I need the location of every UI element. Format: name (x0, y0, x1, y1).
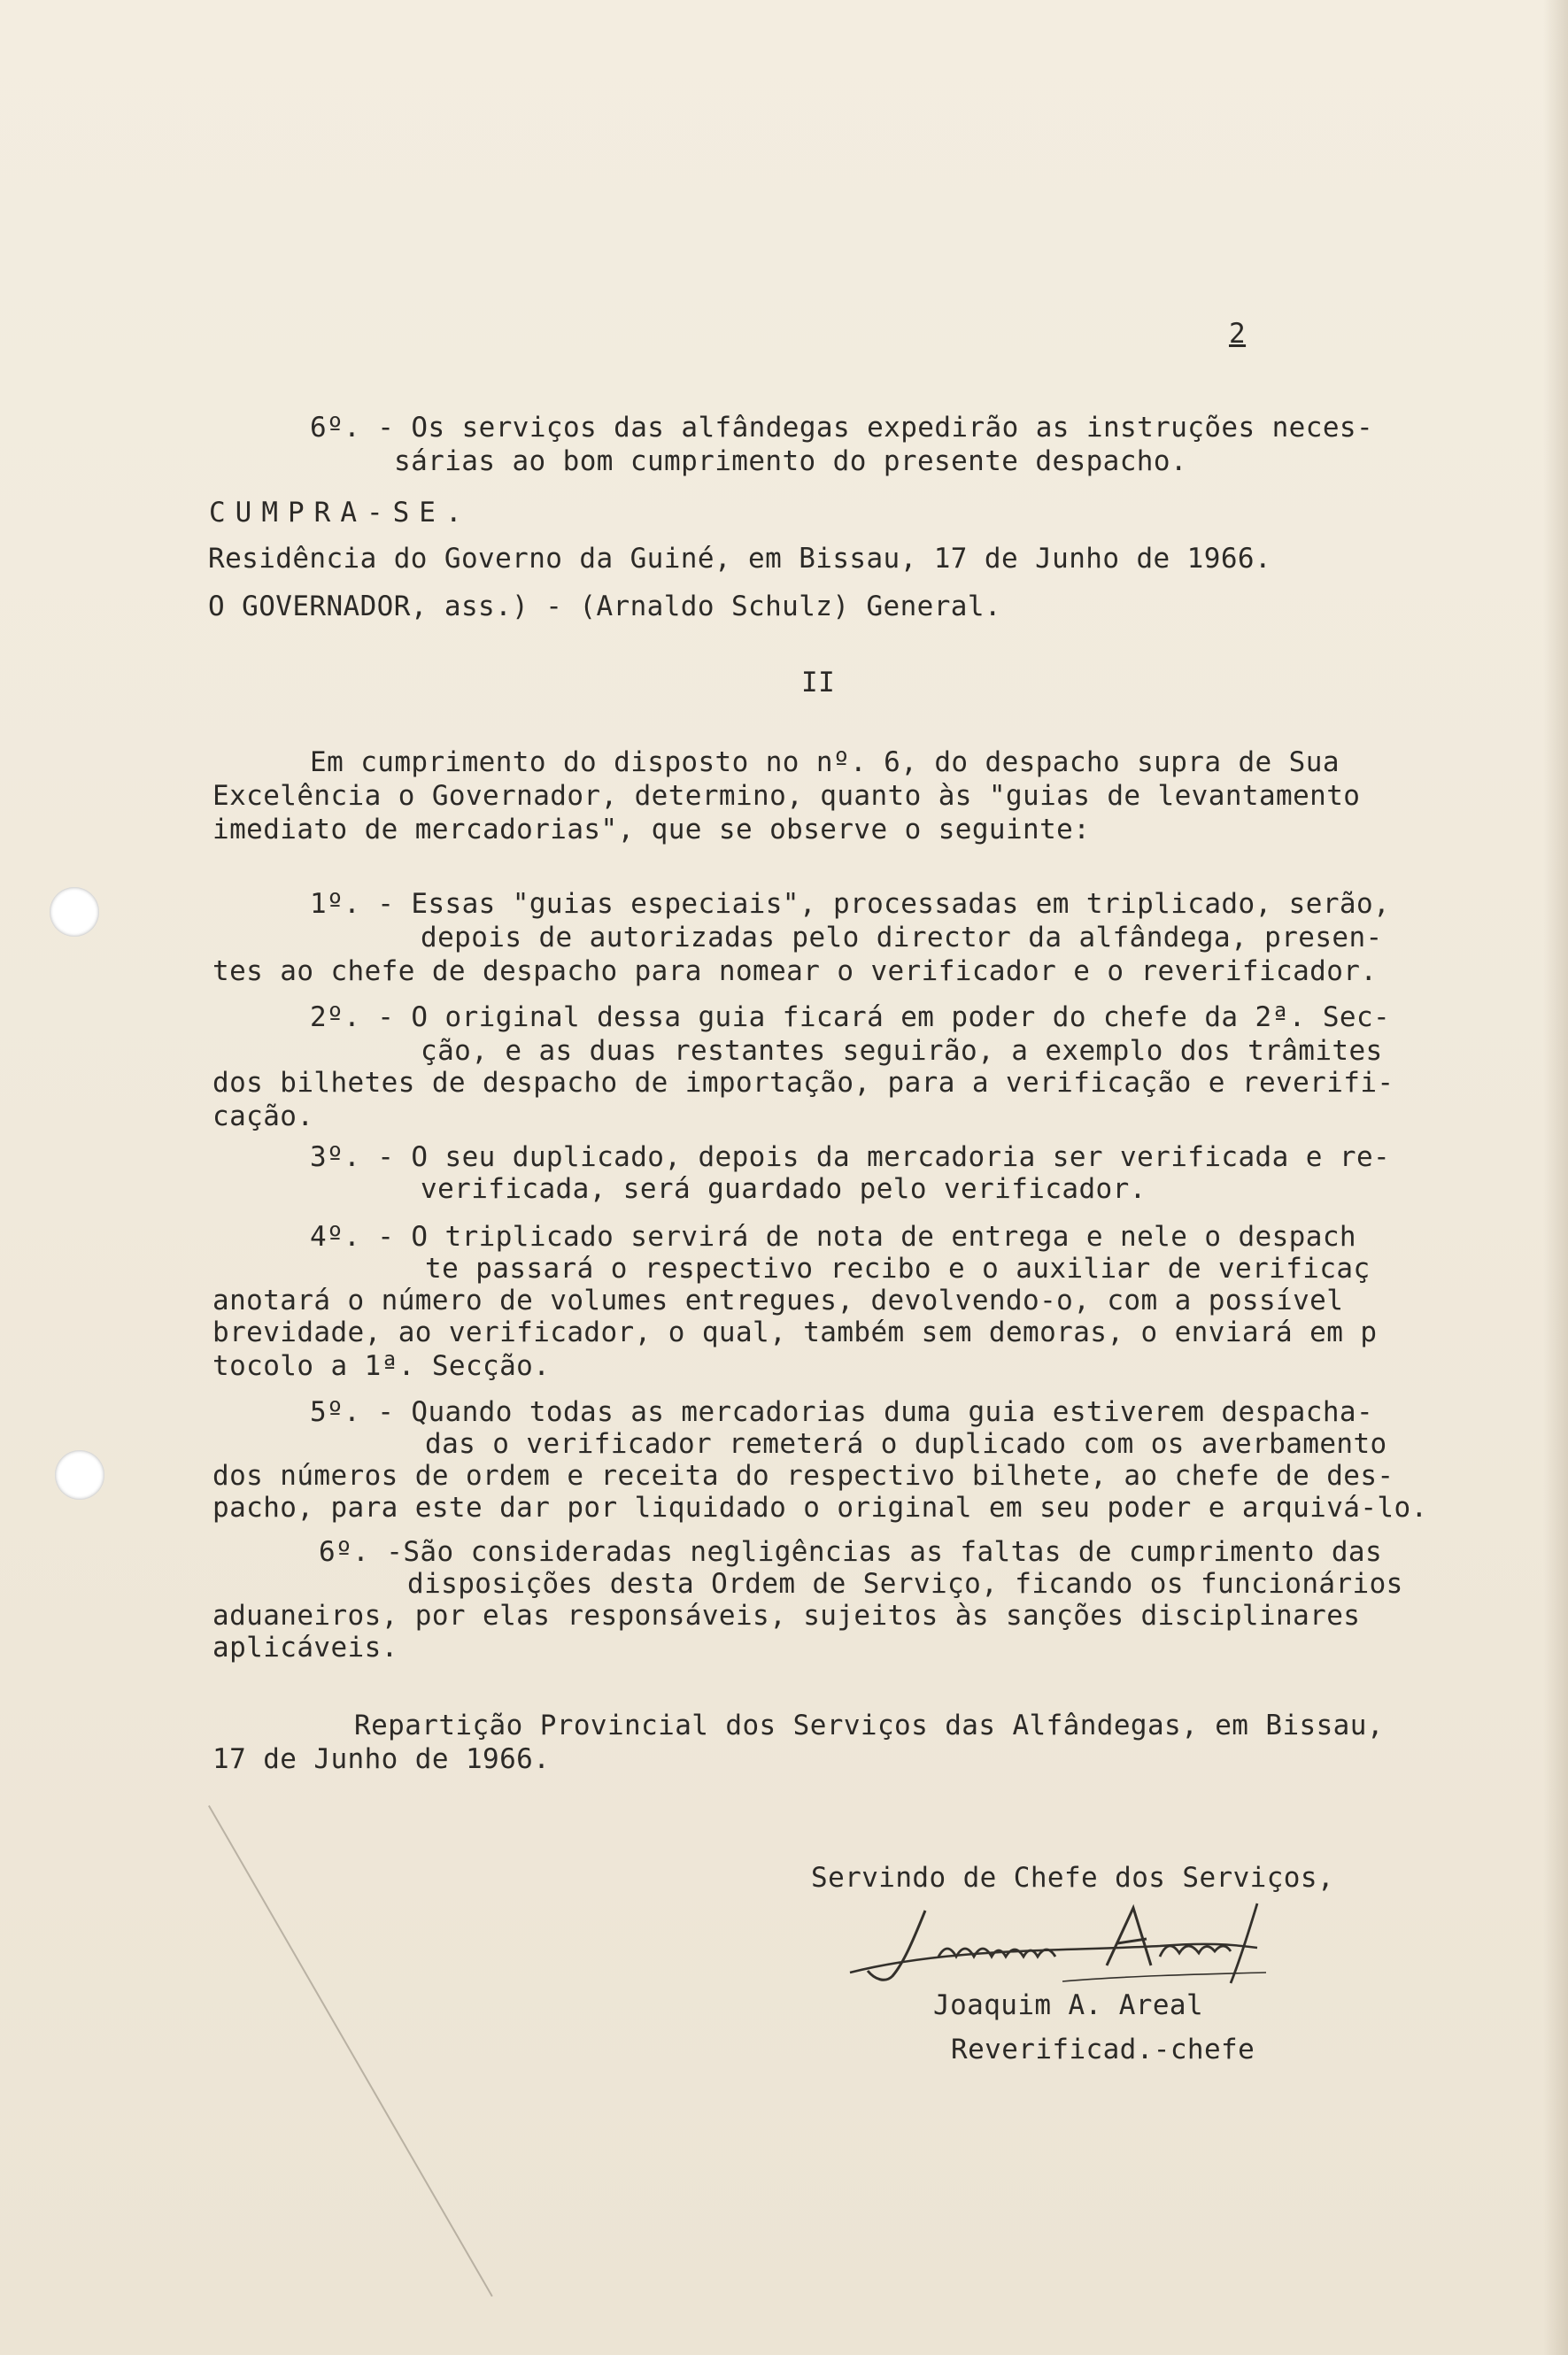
item5-line3: dos números de ordem e receita do respectivo bilhete, ao chefe de des- (212, 1460, 1394, 1492)
paper-edge-shadow (1543, 0, 1568, 2355)
cumpra-se: CUMPRA-SE. (209, 497, 472, 529)
item4-line2: te passará o respectivo recibo e o auxiliar de verificaç (425, 1253, 1371, 1285)
closing-line1: Repartição Provincial dos Serviços das Alfândegas, em Bissau, (354, 1710, 1384, 1741)
item6-line1: 6º. - Os serviços das alfândegas expedirão as instruções neces- (310, 412, 1374, 444)
intro-line1: Em cumprimento do disposto no nº. 6, do despacho supra de Sua (310, 746, 1340, 778)
intro-line3: imediato de mercadorias", que se observe o seguinte: (212, 814, 1091, 845)
item5-line4: pacho, para este dar por liquidado o original em seu poder e arquivá-lo. (212, 1492, 1428, 1524)
serving-line: Servindo de Chefe dos Serviços, (811, 1862, 1334, 1894)
closing-line2: 17 de Junho de 1966. (212, 1743, 551, 1775)
item6-line2: sárias ao bom cumprimento do presente despacho. (394, 445, 1187, 477)
handwritten-signature (841, 1895, 1310, 2001)
item4-line1: 4º. - O triplicado servirá de nota de entrega e nele o despach (310, 1221, 1356, 1253)
signer-title: Reverificad.-chefe (951, 2034, 1255, 2065)
item4-line4: brevidade, ao verificador, o qual, também sem demoras, o enviará em p (212, 1316, 1378, 1348)
intro-line2: Excelência o Governador, determino, quanto às "guias de levantamento (212, 780, 1361, 812)
item2-line2: ção, e as duas restantes seguirão, a exemplo dos trâmites (421, 1035, 1383, 1067)
item5-line2: das o verificador remeterá o duplicado com os averbamento (425, 1428, 1387, 1460)
paper-crease (208, 1805, 493, 2297)
item1-line2: depois de autorizadas pelo director da alfândega, presen- (421, 922, 1383, 954)
item3-line1: 3º. - O seu duplicado, depois da mercadoria ser verificada e re- (310, 1141, 1391, 1173)
item5-line1: 5º. - Quando todas as mercadorias duma guia estiverem despacha- (310, 1396, 1374, 1428)
item6b-line1: 6º. -São consideradas negligências as faltas de cumprimento das (319, 1536, 1383, 1568)
residence-line: Residência do Governo da Guiné, em Bissau, 17 de Junho de 1966. (208, 543, 1272, 575)
item6b-line3: aduaneiros, por elas responsáveis, sujeitos às sanções disciplinares (212, 1600, 1361, 1632)
item1-line1: 1º. - Essas "guias especiais", processadas em triplicado, serão, (310, 888, 1391, 920)
punch-hole-bottom (55, 1450, 104, 1500)
item6b-line2: disposições desta Ordem de Serviço, ficando os funcionários (407, 1568, 1403, 1600)
item4-line5: tocolo a 1ª. Secção. (212, 1350, 551, 1382)
item4-line3: anotará o número de volumes entregues, devolvendo-o, com a possível (212, 1285, 1344, 1316)
signer-name: Joaquim A. Areal (933, 1989, 1204, 2021)
governor-line: O GOVERNADOR, ass.) - (Arnaldo Schulz) General. (208, 591, 1001, 622)
page-number: 2 (1229, 318, 1247, 350)
item6b-line4: aplicáveis. (212, 1632, 398, 1664)
item3-line2: verificada, será guardado pelo verificador. (421, 1173, 1147, 1205)
item2-line4: cação. (212, 1100, 314, 1132)
item2-line1: 2º. - O original dessa guia ficará em poder do chefe da 2ª. Sec- (310, 1001, 1391, 1033)
item1-line3: tes ao chefe de despacho para nomear o verificador e o reverificador. (212, 955, 1378, 987)
item2-line3: dos bilhetes de despacho de importação, para a verificação e reverifi- (212, 1067, 1394, 1099)
section-roman: II (801, 667, 836, 699)
punch-hole-top (50, 887, 99, 937)
